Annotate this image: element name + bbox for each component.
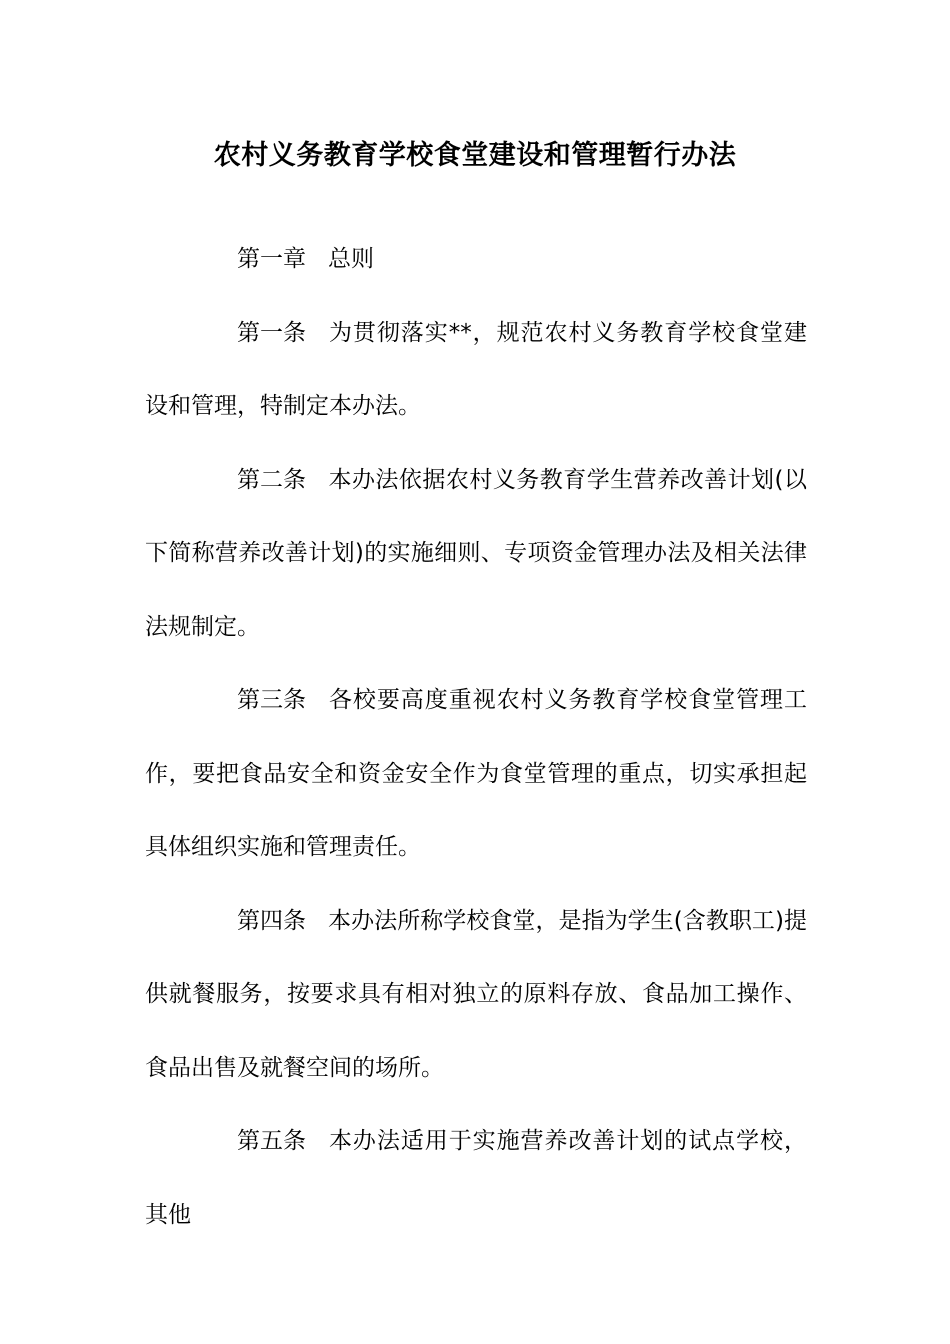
article-text: 本办法适用于实施营养改善计划的试点学校，其他 <box>145 1128 807 1228</box>
article-label: 第三条 <box>237 687 306 713</box>
article-5 <box>145 1105 807 1252</box>
article-2 <box>145 444 807 665</box>
article-label: 第五条 <box>237 1128 306 1154</box>
article-1 <box>145 297 807 444</box>
article-3 <box>145 664 807 885</box>
article-label: 第一条 <box>237 319 306 346</box>
document-title: 农村义务教育学校食堂建设和管理暂行办法 <box>213 140 737 171</box>
document-body <box>145 223 807 1252</box>
chapter-label: 第一章 <box>237 246 306 272</box>
article-text: 为贯彻落实**，规范农村义务教育学校食堂建设和管理，特制定本办法。 <box>145 319 807 419</box>
article-text: 本办法所称学校食堂，是指为学生(含教职工)提供就餐服务，按要求具有相对独立的原料存放、食品加工操作、食品出售及就餐空间的场所。 <box>145 907 807 1081</box>
article-label: 第二条 <box>237 466 306 493</box>
chapter-heading <box>145 223 807 297</box>
article-4 <box>145 885 807 1106</box>
article-text: 各校要高度重视农村义务教育学校食堂管理工作，要把食品安全和资金安全作为食堂管理的重点，切实承担起具体组织实施和管理责任。 <box>145 687 807 860</box>
article-text: 本办法依据农村义务教育学生营养改善计划(以下简称营养改善计划)的实施细则、专项资金管理办法及相关法律法规制定。 <box>145 466 807 640</box>
chapter-name: 总则 <box>328 246 374 272</box>
article-label: 第四条 <box>237 907 306 934</box>
